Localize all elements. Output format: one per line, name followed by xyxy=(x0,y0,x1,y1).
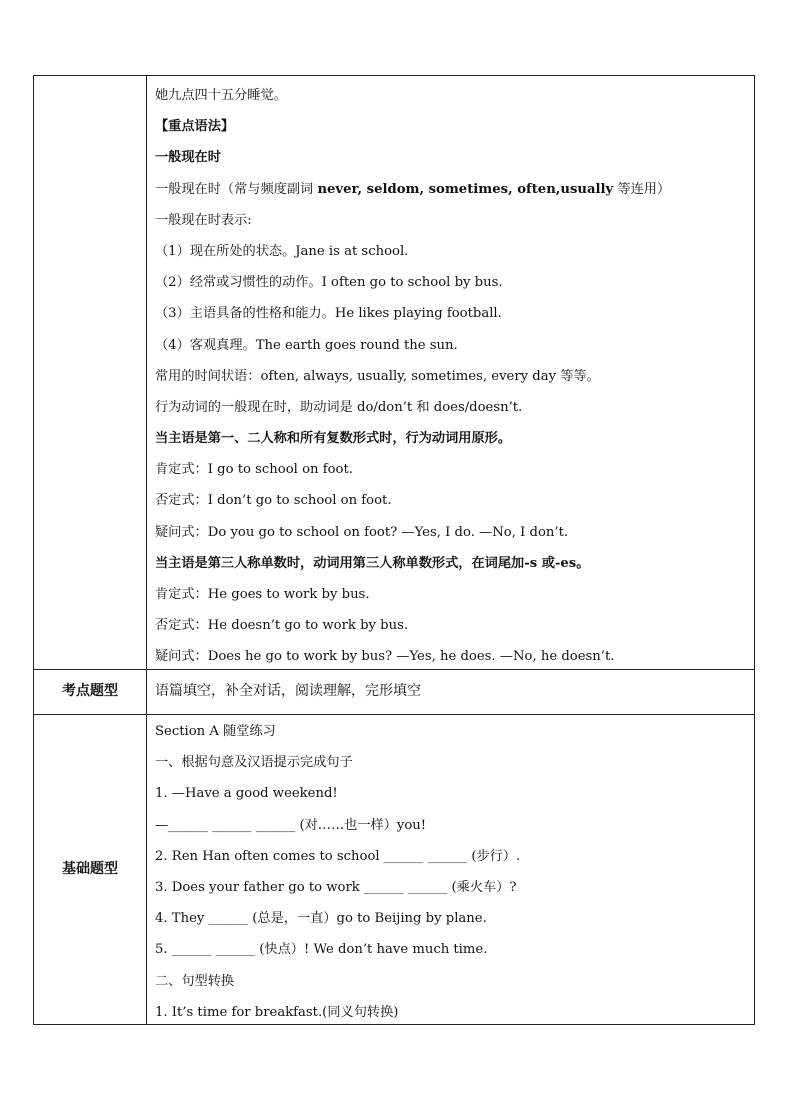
grammar-content xyxy=(155,80,748,673)
exercise-heading: 一、根据句意及汉语提示完成句子 xyxy=(155,755,353,771)
text-fragment: 等连用） xyxy=(613,181,671,197)
rule-heading: 当主语是第三人称单数时，动词用第三人称单数形式，在词尾加-s 或-es。 xyxy=(155,555,590,571)
text-line: 常用的时间状语：often, always, usually, sometimes, every day 等等。 xyxy=(155,368,600,384)
text-line: （4）客观真理。The earth goes round the sun. xyxy=(155,337,458,353)
exam-types-row xyxy=(34,669,754,714)
exercise-heading: 二、句型转换 xyxy=(155,973,235,989)
lesson-table xyxy=(33,75,755,1025)
rule-heading: 当主语是第一、二人称和所有复数形式时，行为动词用原形。 xyxy=(155,431,512,447)
text-line: 她九点四十五分睡觉。 xyxy=(155,88,287,103)
text-line: 行为动词的一般现在时，助动词是 do/don’t 和 does/doesn’t. xyxy=(155,399,523,415)
text-fragment: 一般现在时（常与频度副词 xyxy=(155,181,318,197)
basic-exercises-row xyxy=(34,714,754,1026)
exercise-line: 3. Does your father go to work ______ ______ (乘火车）? xyxy=(155,879,517,895)
text-line: 否定式：He doesn’t go to work by bus. xyxy=(155,618,409,634)
text-line: （3）主语具备的性格和能力。He likes playing football. xyxy=(155,306,502,322)
grammar-row xyxy=(34,76,754,669)
topic-heading: 一般现在时 xyxy=(155,150,221,166)
text-line: （1）现在所处的状态。Jane is at school. xyxy=(155,243,409,259)
text-line: 疑问式：Do you go to school on foot? —Yes, I do. —No, I don’t. xyxy=(155,524,569,540)
basic-exercises-label: 基础题型 xyxy=(62,861,118,877)
text-line: 一般现在时表示: xyxy=(155,212,252,228)
exercise-content xyxy=(155,716,748,1028)
exercise-line: —______ ______ ______ (对……也一样）you! xyxy=(155,817,427,833)
exercise-line: Section A 随堂练习 xyxy=(155,724,276,739)
exercise-line: 4. They ______ (总是，一直）go to Beijing by plane. xyxy=(155,911,487,927)
exercise-line: 1. It’s time for breakfast.(同义句转换) xyxy=(155,1004,399,1020)
exercise-line: 2. Ren Han often comes to school ______ ______ (步行）. xyxy=(155,848,521,864)
adverb-list: never, seldom, sometimes, often,usually xyxy=(317,181,614,197)
exam-types-text: 语篇填空，补全对话，阅读理解，完形填空 xyxy=(155,683,421,699)
exercise-line: 5. ______ ______ (快点）! We don’t have much time. xyxy=(155,942,488,958)
text-line xyxy=(155,174,748,205)
text-line: 肯定式：He goes to work by bus. xyxy=(155,587,370,602)
text-line: 否定式：I don’t go to school on foot. xyxy=(155,493,392,509)
section-heading: 【重点语法】 xyxy=(155,119,235,135)
text-line: （2）经常或习惯性的动作。I often go to school by bus. xyxy=(155,275,503,291)
exercise-line: 1. —Have a good weekend! xyxy=(155,786,338,802)
text-line: 肯定式：I go to school on foot. xyxy=(155,462,353,478)
exam-types-label: 考点题型 xyxy=(62,683,118,699)
text-line: 疑问式：Does he go to work by bus? —Yes, he does. —No, he doesn’t. xyxy=(155,649,615,665)
